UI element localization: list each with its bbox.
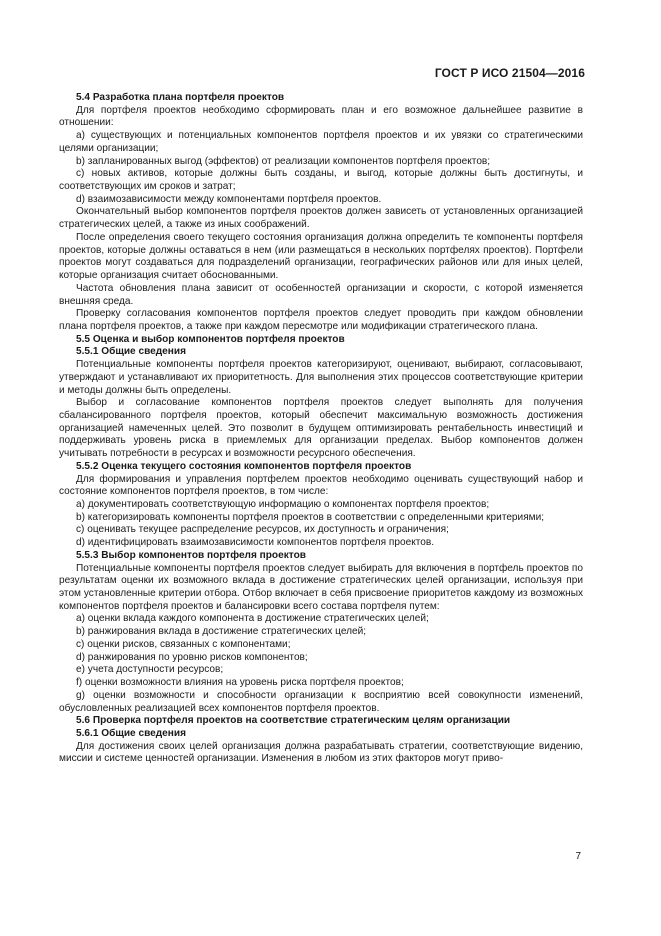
paragraph: c) оценивать текущее распределение ресурсов, их доступность и ограничения; [76,524,449,536]
paragraph: a) документировать соответствующую информацию о компонентах портфеля проектов; [76,499,490,510]
paragraph: c) новых активов, которые должны быть созданы, и выгод, которые должны быть достигнуты, и соответствующих им сроков и затрат; [59,168,583,193]
standard-header: ГОСТ Р ИСО 21504—2016 [434,66,585,80]
paragraph: e) учета доступности ресурсов; [76,664,224,676]
paragraph: После определения своего текущего состояния организация должна определить те компоненты портфеля проектов, которые должны оставаться в нем (или размещаться в нескольких портфелях проектов). Портфели проектов могут создаваться для подразделений организации, географических районов или для иных целей, которые организация считает обоснованными. [59,231,583,282]
paragraph: d) идентифицировать взаимозависимости компонентов портфеля проектов. [76,537,435,549]
paragraph: b) категоризировать компоненты портфеля проектов в соответствии с определенными критериями; [76,511,545,523]
paragraph: d) ранжирования по уровню рисков компонентов; [76,651,308,663]
paragraph: Для достижения своих целей организация должна разрабатывать стратегии, соответствующие видению, миссии и системе ценностей организации. Изменения в любом из этих факторов могут приво- [59,740,583,765]
paragraph: g) оценки возможности и способности организации к восприятию всей совокупности изменений, обусловленных реализацией всех компонентов портфеля проектов. [59,689,583,714]
paragraph: Для формирования и управления портфелем проектов необходимо оценивать существующий набор и состояние компонентов портфеля проектов, в том числе: [59,473,583,498]
paragraph: a) существующих и потенциальных компонентов портфеля проектов и их увязки со стратегическими целями организации; [59,130,583,154]
paragraph: Проверку согласования компонентов портфеля проектов следует проводить при каждом обновлении плана портфеля проектов, а также при каждом пересмотре или модификации стратегического плана. [59,308,583,332]
subsection-heading: 5.6.1 Общие сведения [76,727,186,739]
paragraph: b) запланированных выгод (эффектов) от реализации компонентов портфеля проектов; [76,155,491,167]
paragraph: f) оценки возможности влияния на уровень риска портфеля проектов; [76,677,404,689]
section-heading: 5.5 Оценка и выбор компонентов портфеля проектов [76,333,345,345]
subsection-heading: 5.5.1 Общие сведения [76,346,186,358]
paragraph: a) оценки вклада каждого компонента в достижение стратегических целей; [76,613,429,625]
section-heading: 5.4 Разработка плана портфеля проектов [76,92,285,103]
paragraph: Потенциальные компоненты портфеля проектов категоризируют, оценивают, выбирают, согласовывают, утверждают и устанавливают их приоритетность. Для выполнения этих процессов соответствующие критерии и методы должны быть определены. [59,359,583,396]
paragraph: d) взаимозависимости между компонентами портфеля проектов. [76,193,382,205]
paragraph: Частота обновления плана зависит от особенностей организации и скорости, с которой изменяется внешняя среда. [59,282,583,307]
paragraph: b) ранжирования вклада в достижение стратегических целей; [76,626,367,638]
subsection-heading: 5.5.3 Выбор компонентов портфеля проектов [76,549,306,561]
subsection-heading: 5.5.2 Оценка текущего состояния компонентов портфеля проектов [76,460,412,472]
paragraph: Выбор и согласование компонентов портфеля проектов следует выполнять для получения сбалансированного портфеля проектов, который обеспечит максимальную возможность достижения организацией намеченных целей. Это позволит в будущем оптимизировать рентабельность инвестиций и поддерживать уровень риска в приемлемых для организации пределах. Выбор компонентов должен учитывать потребности в ресурсах и возможности ресурсного обеспечения. [59,397,583,460]
paragraph: Окончательный выбор компонентов портфеля проектов должен зависеть от установленных организацией стратегических целей, а также из иных соображений. [59,206,583,231]
paragraph: Потенциальные компоненты портфеля проектов следует выбирать для включения в портфель проектов по результатам оценки их возможного вклада в достижение стратегических целей организации, используя при этом установленные критерии отбора. Отбор включает в себя присвоение приоритетов каждому из возможных компонентов портфеля проектов и балансировки всего состава портфеля путем: [59,562,583,612]
page-number: 7 [575,851,581,862]
paragraph: Для портфеля проектов необходимо сформировать план и его возможное дальнейшее развитие в отношении: [59,104,583,129]
paragraph: c) оценки рисков, связанных с компонентами; [76,638,291,650]
document-body [59,92,583,766]
section-heading: 5.6 Проверка портфеля проектов на соответствие стратегическим целям организации [76,715,511,727]
